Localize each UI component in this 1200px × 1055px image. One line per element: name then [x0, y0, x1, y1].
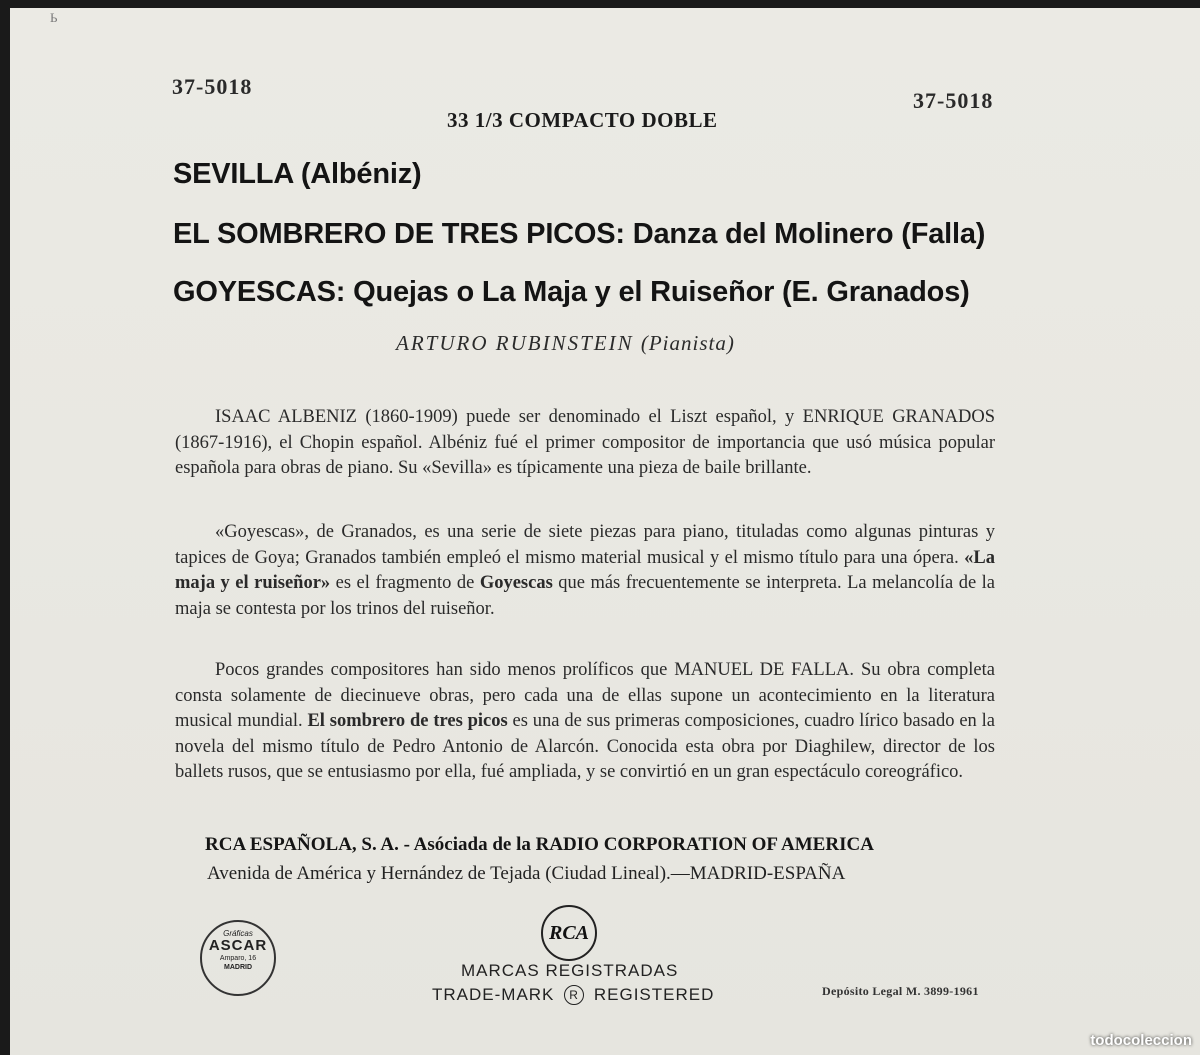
title-work: SEVILLA [173, 158, 293, 190]
record-sleeve-back [10, 8, 1200, 1055]
notes-emphasis: «La maja y el ruiseñor» [175, 547, 995, 593]
seal-name: ASCAR [208, 937, 268, 954]
title-composer: (Albéniz) [300, 158, 422, 190]
notes-text: es el fragmento de [330, 573, 480, 593]
format-label: 33 1/3 COMPACTO DOBLE [447, 108, 718, 132]
notes-emphasis: El sombrero de tres picos [307, 711, 508, 731]
label-company-line: RCA ESPAÑOLA, S. A. - Asóciada de la RADIO CORPORATION OF AMERICA [205, 834, 874, 855]
trademark-left: TRADE-MARK [432, 985, 555, 1004]
title-work: GOYESCAS: [173, 276, 346, 308]
catalog-number-right: 37-5018 [913, 88, 994, 113]
label-address-line: Avenida de América y Hernández de Tejada (Ciudad Lineal).—MADRID-ESPAÑA [207, 863, 846, 884]
seal-city: MADRID [224, 964, 252, 971]
catalog-number-left: 37-5018 [172, 74, 253, 99]
notes-paragraph-2 [175, 520, 995, 622]
notes-text: «Goyescas», de Granados, es una serie de siete piezas para piano, tituladas como algunas pinturas y tapices de Goya; Granados también empleó el mismo material musical y el mismo título para una ópera. [175, 522, 995, 568]
title-composer: Danza del Molinero (Falla) [632, 218, 986, 250]
title-composer: Quejas o La Maja y el Ruiseñor (E. Granados) [353, 276, 970, 308]
registered-icon: R [564, 985, 584, 1005]
notes-text: que más frecuentemente se interpreta. La melancolía de la maja se contesta por los trinos del ruiseñor. [175, 573, 995, 619]
deposito-legal: Depósito Legal M. 3899-1961 [822, 984, 979, 998]
seal-street: Amparo, 16 [219, 955, 257, 962]
watermark: todocoleccion [1090, 1032, 1192, 1049]
artist-name: ARTURO RUBINSTEIN [396, 331, 634, 355]
title-sombrero [173, 218, 985, 251]
printer-seal [200, 920, 276, 996]
artist-role: (Pianista) [640, 331, 735, 355]
trademark-line [432, 985, 714, 1005]
trademark-right: REGISTERED [593, 985, 715, 1004]
rca-logo-icon: RCA [541, 905, 597, 961]
corner-mark: Ь [50, 10, 58, 25]
title-work: EL SOMBRERO DE TRES PICOS: [173, 218, 625, 250]
notes-paragraph-1: ISAAC ALBENIZ (1860-1909) puede ser denominado el Liszt español, y ENRIQUE GRANADOS (1867-1916), el Chopin español. Albéniz fué el primer compositor de importancia que usó música popular española para obras de piano. Su «Sevilla» es típicamente una pieza de baile brillante. [175, 407, 995, 478]
marcas-registradas: MARCAS REGISTRADAS [461, 961, 679, 980]
title-goyescas [173, 276, 970, 309]
notes-text: es una de sus primeras composiciones, cuadro lírico basado en la novela del mismo título de Pedro Antonio de Alarcón. Conocida esta obra por Diaghilew, director de los ballets rusos, que se entusiasmo por ella, fué ampliada, y se convirtió en un gran espectáculo coreográfico. [175, 711, 995, 782]
notes-paragraph-3 [175, 658, 995, 786]
notes-text: Pocos grandes compositores han sido menos prolíficos que MANUEL DE FALLA. Su obra completa consta solamente de diecinueve obras, pero cada una de ellas supone un acontecimiento en la literatura musical mundial. [175, 660, 995, 731]
artist-credit [396, 331, 735, 356]
notes-emphasis: Goyescas [479, 573, 553, 593]
seal-top: Gráficas [223, 929, 253, 938]
title-sevilla [173, 158, 421, 191]
